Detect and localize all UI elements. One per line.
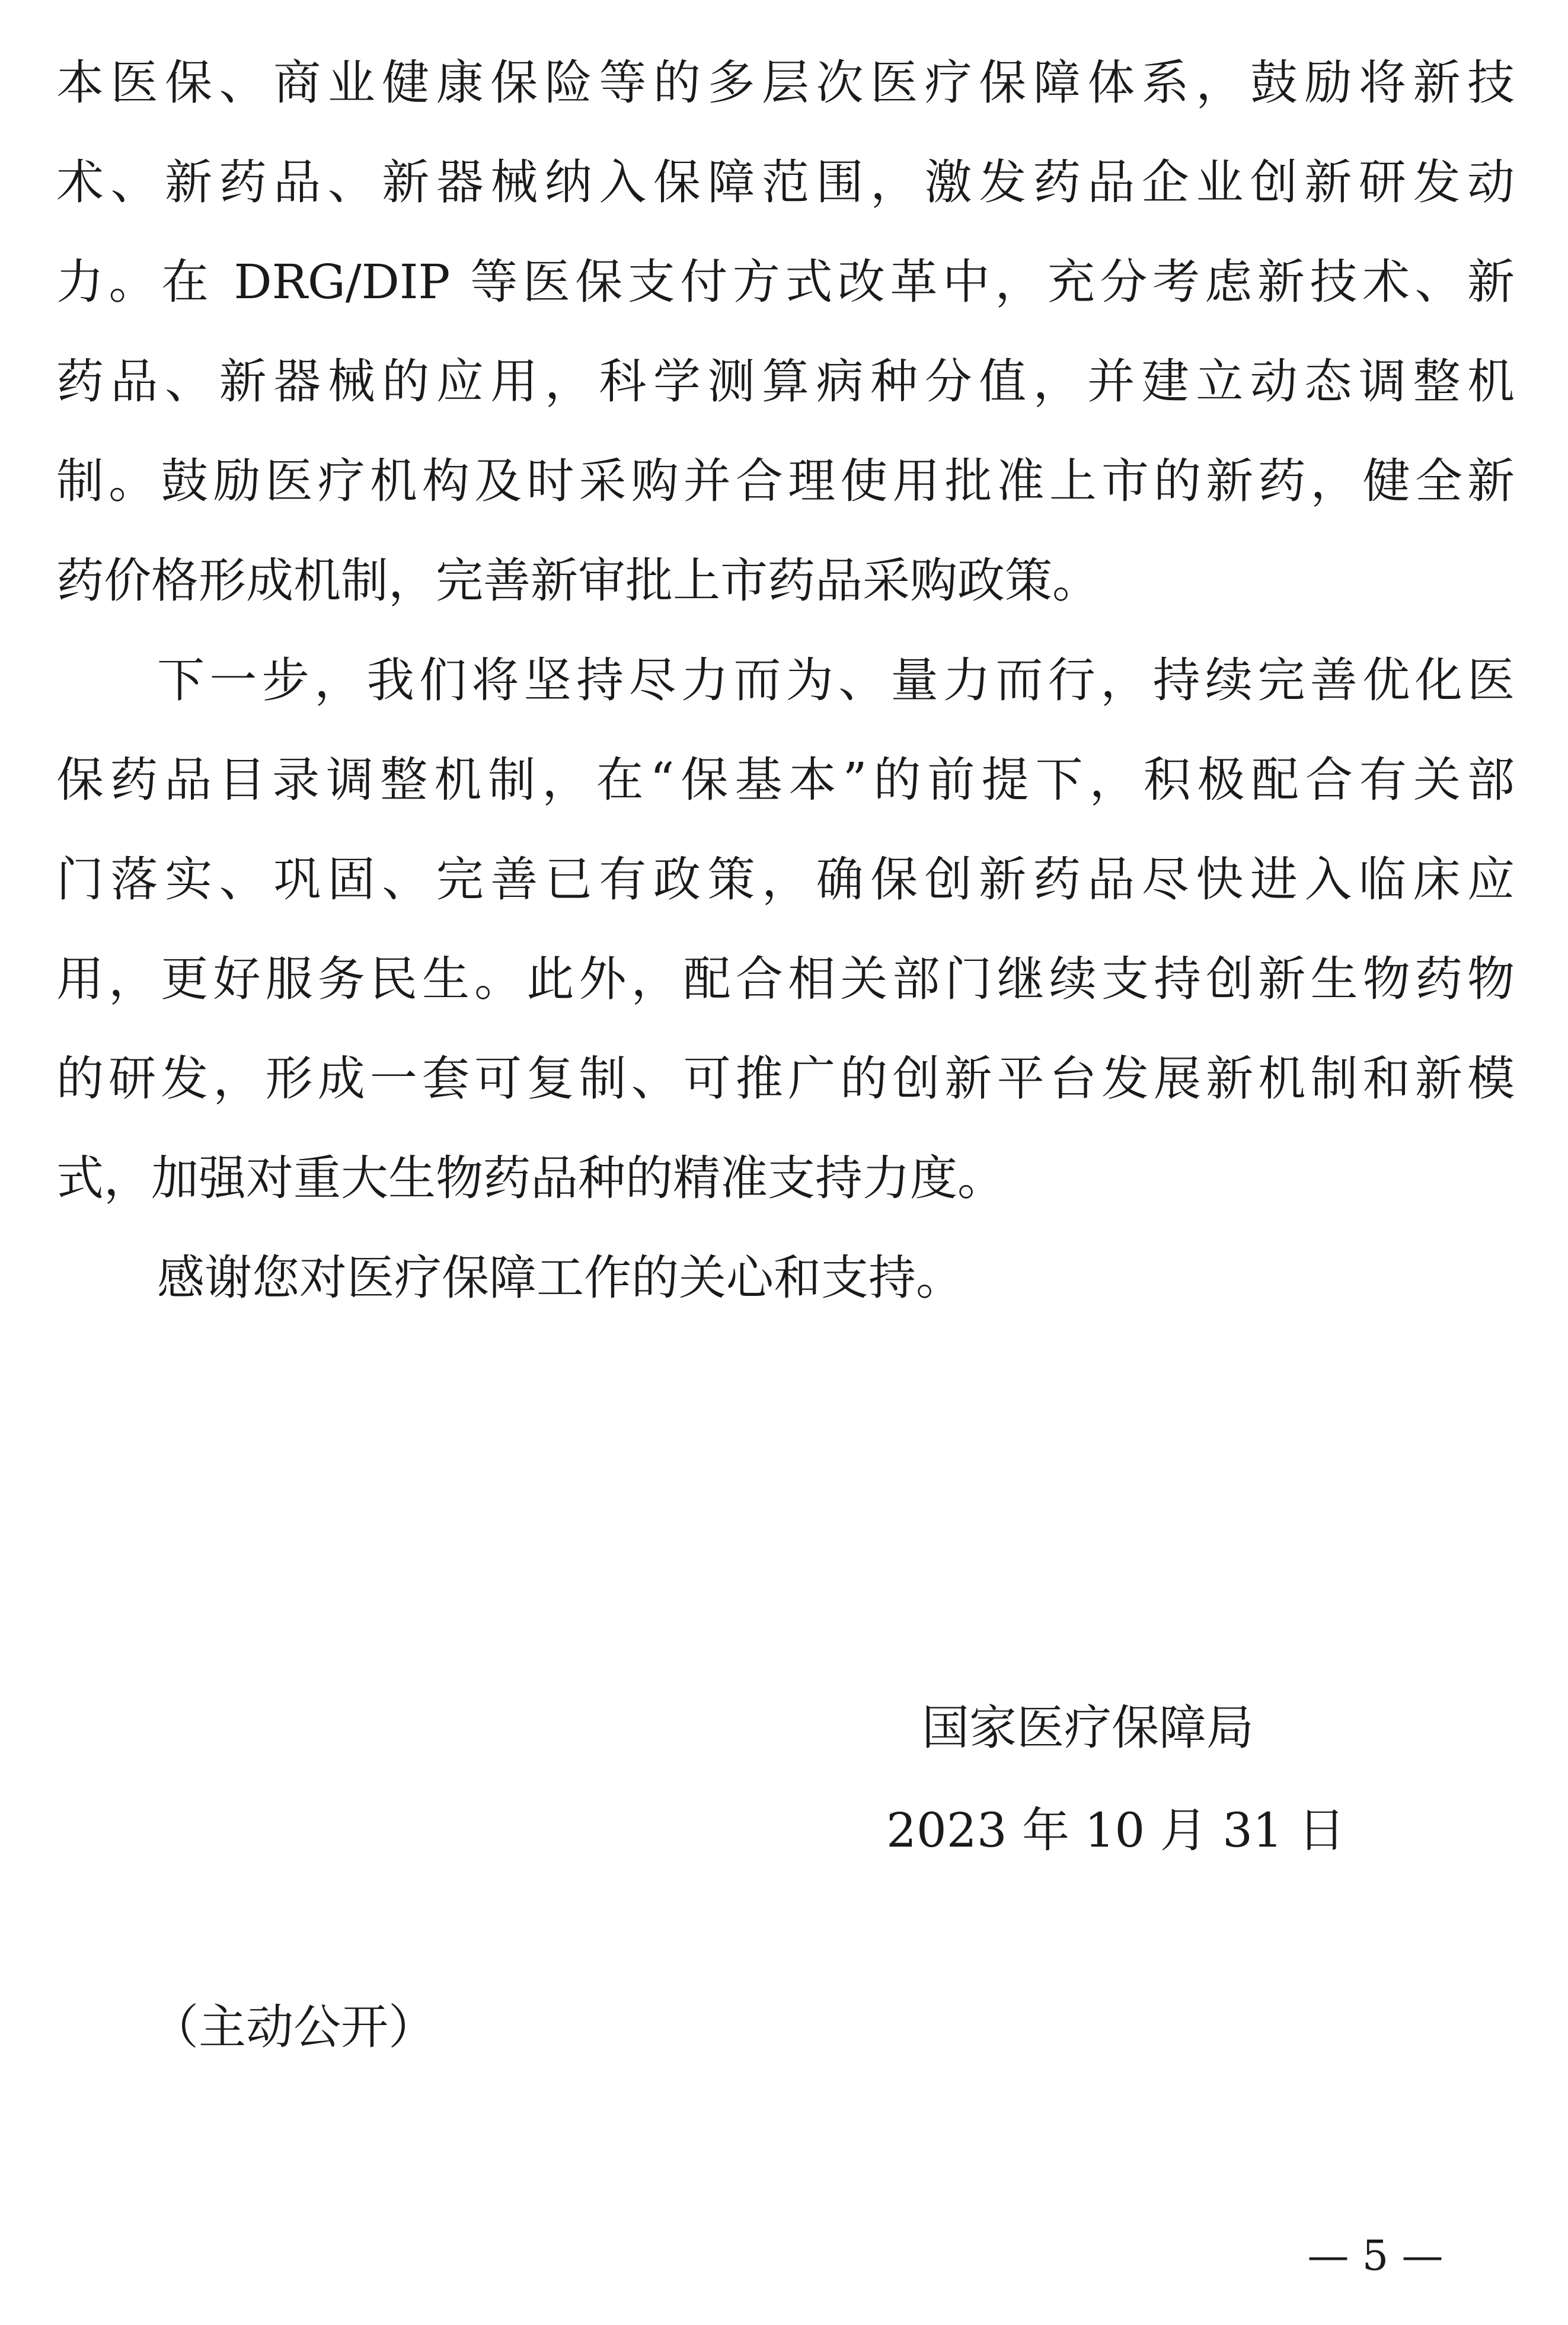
signature-organization: 国家医疗保障局	[922, 1700, 1254, 1755]
paragraph-2-line-6: 式，加强对重大生物药品种的精准支持力度。	[56, 1151, 1005, 1206]
disclosure-note: （主动公开）	[151, 2000, 436, 2055]
paragraph-2-line-2: 保药品目录调整机制，在“保基本”的前提下，积极配合有关部	[56, 752, 1515, 807]
paragraph-1-line-3: 力。在 DRG/DIP 等医保支付方式改革中，充分考虑新技术、新	[56, 254, 1515, 309]
paragraph-1-line-2: 术、新药品、新器械纳入保障范围，激发药品企业创新研发动	[56, 155, 1515, 210]
paragraph-2-line-4: 用，更好服务民生。此外，配合相关部门继续支持创新生物药物	[56, 951, 1515, 1007]
paragraph-1-line-5: 制。鼓励医疗机构及时采购并合理使用批准上市的新药，健全新	[56, 453, 1515, 509]
signature-date: 2023 年 10 月 31 日	[886, 1803, 1346, 1858]
paragraph-2-line-3: 门落实、巩固、完善已有政策，确保创新药品尽快进入临床应	[56, 852, 1515, 907]
paragraph-2-line-1: 下一步，我们将坚持尽力而为、量力而行，持续完善优化医	[157, 653, 1515, 708]
paragraph-1-line-1: 本医保、商业健康保险等的多层次医疗保障体系，鼓励将新技	[56, 55, 1515, 110]
paragraph-2-line-5: 的研发，形成一套可复制、可推广的创新平台发展新机制和新模	[56, 1051, 1515, 1106]
paragraph-1-line-4: 药品、新器械的应用，科学测算病种分值，并建立动态调整机	[56, 354, 1515, 409]
page-number: — 5 —	[1307, 2231, 1444, 2280]
paragraph-3-line-1: 感谢您对医疗保障工作的关心和支持。	[157, 1250, 963, 1305]
paragraph-1-line-6: 药价格形成机制，完善新审批上市药品采购政策。	[56, 553, 1100, 608]
